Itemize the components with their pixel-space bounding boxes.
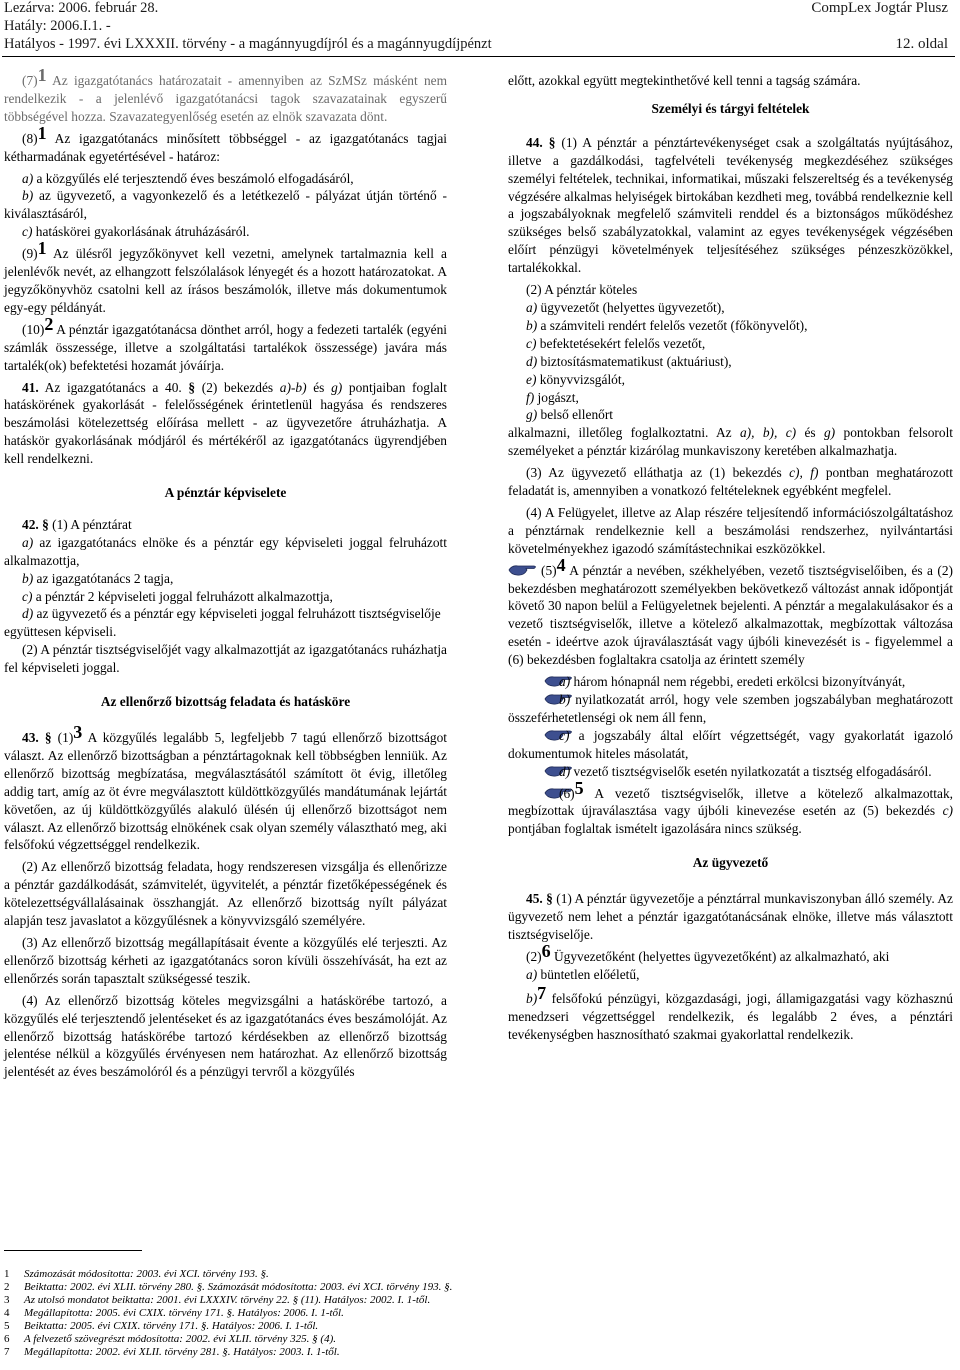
page-number: 12. oldal	[895, 36, 948, 52]
list-item: c) befektetésekért felelős vezetőt,	[526, 335, 706, 351]
footnote-ref[interactable]: 2	[44, 313, 54, 334]
section-44-6: (6)$^5$ A vezető tisztségviselők, illetve a kötelező alkalmazottak, megbízottak újraválasztása vagy újbóli kinevezése esetén az (5) bekezdés c) pontjában foglaltak ismételt igazolására nincs szükség.	[508, 777, 953, 837]
footnote-ref[interactable]: 4	[556, 554, 566, 575]
paragraph-7: (7)$^1$ Az igazgatótanács határozatait - amennyiben az SzMSz másként nem rendelkezik - a jelenlévő igazgatótanácsi tagok szavazatainak egyszerű többségével hozza. Szavazategyenlőség esetén az elnök szavazata dönt.	[4, 65, 447, 124]
section-44-4: (4) A Felügyelet, illetve az Alap részére teljesítendő információszolgáltatáshoz a pénztárnak rendelkeznie kell a beszámolási rendszerhez, nyilvántartási követelményekhez igazodó számítástechnikai eszközökkel.	[508, 504, 953, 556]
footnote-ref[interactable]: 1	[37, 65, 47, 85]
heading-ellenorzo: Az ellenőrző bizottság feladata és hatásköre	[100, 694, 351, 710]
list-item: d) az ügyvezető és a pénztár egy képviseleti joggal felruházott tisztségviselője	[22, 606, 441, 622]
section-43: 43. § (1)$^3$ A közgyűlés legalább 5, legfeljebb 7 tagú ellenőrző bizottságot választ. Az ellenőrző bizottságban a pénztártagoknak kell többségben lenniük. Az ellenőrző bizottság megbízatása, megválasztásától számított öt évig, illetőleg addig tart, amíg az öt évre megválasztott küldöttközgyűlés mandátumának lejártát követően, az új küldöttközgyűlés alakuló ülésén új ellenőrző bizottságot nem választ. Az ellenőrző bizottság elnökének csak olyan személy választható meg, aki felsőfokú végzettséggel rendelkezik.	[4, 722, 448, 853]
right-column	[508, 72, 953, 1047]
list-item: c) a pénztár 2 képviseleti joggal felruházott alkalmazottja,	[22, 588, 333, 604]
brand-name: CompLex Jogtár Plusz	[811, 0, 948, 16]
section-43-2: (2) Az ellenőrző bizottság feladata, hogy rendszeresen vizsgálja és ellenőrizze a pénztár gazdálkodását, számvitelét, ügyvitelét, a pénztár fizetőképességének és kötelezettségvállalásainak összhangját. Az ellenőrző bizottság nyílt pályázat alapján tesz javaslatot a közgyűlésnek a könyvvizsgáló személyére.	[4, 859, 447, 929]
section-42-2: (2) A pénztár tisztségviselőjét vagy alkalmazottját az igazgatótanács ruházhatja fel képviseleti joggal.	[4, 642, 447, 676]
section-44-5: (5)$^4$ A pénztár a nevében, székhelyében, vezető tisztségviselőiben, és a (2) bekezdésben meghatározott személyekben bekövetkező változást annak időpontját követő 30 napon belül a Felügyeletnek bejelenti. A pénztár a megalakulásakor és a vezető tisztségviselők, illetve a kötelező alkalmazottak, megbízottak változása esetén - ideértve azok újraválasztását vagy újbóli kinevezését is - figyelemmel a (6) bekezdésben foglaltakra csatolja az érintett személy	[508, 554, 953, 668]
footnote: 3 Az utolsó mondatot beiktatta: 2001. évi LXXXIV. törvény 22. § (11). Hatályos: 2002. I. 1-től.	[4, 1294, 431, 1306]
list-item: a) a közgyűlés elé terjesztendő éves beszámoló elfogadásáról,	[22, 170, 354, 186]
list-item: a) az igazgatótanács elnöke és a pénztár egy képviseleti joggal felruházott alkalmazottja,	[4, 534, 447, 568]
list-item: d) vezető tisztségviselők esetén nyilatkozatát a tisztség elfogadásáról.	[508, 763, 953, 781]
list-item: b) az igazgatótanács 2 tagja,	[22, 570, 174, 586]
paragraph-8: (8)$^1$ Az igazgatótanács minősített többséggel - az igazgatótanács tagjai kétharmadának egyetértésével - határoz:	[4, 122, 447, 164]
paragraph-9: (9)$^1$ Az ülésről jegyzőkönyvet kell vezetni, amelynek tartalmaznia kell a jelenlévők nevét, az elhangzott felszólalások lényegét és a hozott határozatokat. A jegyzőkönyvhöz csatolni kell az írásos beszámolók, illetve más dokumentumok egy-egy példányát.	[4, 238, 447, 315]
section-41: 41. Az igazgatótanács a 40. § (2) bekezdés a)-b) és g) pontjaiban foglalt hatáskörének gyakorlását - felelősségének érintetlenül hagyása és rendszeres beszámolási kötelezettség előírása mellett - az ügyvezetőre átruházhatja. A hatáskör gyakorlásának módjáról és mértékéről az igazgatótanács ügyrendjében kell rendelkezni.	[4, 379, 448, 467]
footnote-ref[interactable]: 1	[37, 122, 47, 143]
pointing-hand-icon[interactable]	[526, 764, 556, 778]
pointing-hand-icon[interactable]	[526, 728, 556, 742]
heading-ugyvezeto: Az ügyvezető	[692, 855, 769, 871]
list-closing: együttesen képviseli.	[4, 624, 117, 640]
list-item: b)$^7$ felsőfokú pénzügyi, közgazdasági, jogi, államigazgatási vagy közhasznú menedzseri végzettséggel rendelkezik, és legalább 2 éves, a pénztári tevékenységben hasznosítható szakmai gyakorlattal rendelkezik.	[508, 982, 953, 1042]
heading-szemelyi: Személyi és tárgyi feltételek	[651, 100, 810, 116]
section-43-3: (3) Az ellenőrző bizottság megállapításait évente a közgyűlés elé terjeszti. Az ellenőrző bizottság kérheti az igazgatótanács soron kívüli összehívását, ha ezt az ellenőrzés során tapasztalt szükségessé teszik.	[4, 934, 447, 986]
pointing-hand-icon[interactable]	[526, 674, 556, 688]
footnote: 7 Megállapította: 2002. évi XLII. törvény 281. §. Hatályos: 2003. I. 1-től.	[4, 1346, 340, 1358]
closing-date: Lezárva: 2006. február 28.	[4, 0, 159, 16]
footnote-ref[interactable]: 1	[37, 238, 47, 259]
list-item: b) nyilatkozatát arról, hogy vele szemben jogszabályban meghatározott összeférhetetlenségi ok nem áll fenn,	[508, 692, 953, 725]
effective-date: Hatály: 2006.I.1. -	[4, 18, 111, 34]
list-item: d) biztosításmatematikust (aktuáriust),	[526, 353, 732, 369]
continued-text: előtt, azokkal együtt megtekinthetővé kell tenni a tagság számára.	[508, 73, 861, 88]
list-item: c) a jogszabály által előírt végzettségét, vagy gyakorlatát igazoló dokumentumok hiteles másolatát,	[508, 727, 953, 761]
list-item: c) hatáskörei gyakorlásának átruházásáról.	[22, 224, 250, 240]
section-44-2-end: alkalmazni, illetőleg foglalkoztatni. Az a), b), c) és g) pontokban felsorolt személyeket a pénztár kizárólag munkaviszony keretében alkalmazhatja.	[508, 425, 954, 459]
paragraph-10: (10)$^2$ A pénztár igazgatótanácsa dönthet arról, hogy a fedezeti tartalék (egyéni számlák összessége, illetve a szolgáltatási tartalékok összessége) javára más tartalék(ok) befektetési hozamát jóváírja.	[4, 313, 447, 373]
footnote: 4 Megállapította: 2005. évi CXIX. törvény 171. §. Hatályos: 2006. I. 1-től.	[4, 1307, 344, 1319]
footnote-ref[interactable]: 3	[73, 722, 83, 742]
footnote: 6 A felvezető szövegrészt módosította: 2002. évi XLII. törvény 325. § (4).	[4, 1333, 337, 1345]
footnote-ref[interactable]: 7	[537, 982, 547, 1003]
pointing-hand-icon[interactable]	[526, 786, 556, 800]
document-title: Hatályos - 1997. évi LXXXII. törvény - a magánnyugdíjról és a magánnyugdíjpénzt	[4, 36, 492, 52]
section-45-2: (2)$^6$ Ügyvezetőként (helyettes ügyvezetőként) az alkalmazható, aki	[526, 940, 890, 964]
section-43-4: (4) Az ellenőrző bizottság köteles megvizsgálni a hatáskörébe tartozó, a közgyűlés elé terjesztendő jelentéseket és az igazgatótanács éves beszámolóját. Az ellenőrző bizottság hatáskörébe tartozó kérdésekben az ellenőrző bizottság jelentése nélkül a közgyűlés érvényesen nem határozhat. Az ellenőrző bizottság jelentését az éves beszámolóról és a pénzügyi tervről a közgyűlés	[4, 992, 447, 1080]
pointing-hand-icon[interactable]	[508, 563, 538, 577]
footnotes	[4, 1268, 949, 1359]
section-45: 45. § (1) A pénztár ügyvezetője a pénztárral munkaviszonyban álló személy. Az ügyvezető nem lehet a pénztár igazgatótanácsának elnöke, illetve más választott tisztségviselője.	[508, 891, 953, 942]
footnote-divider	[4, 1250, 142, 1251]
section-44: 44. § (1) A pénztár a pénztártevékenységet csak a szolgáltatás nyújtásához, illetve a gazdálkodási, tagfelvételi tevékenység megkezdéséhez szükséges személyi feltételek, technikai, informatikai, műszaki felszereltség és a tevékenység végzésére alkalmas helyiségek birtokában kezdheti meg, továbbá rendelkeznie kell a jogszabályoknak megfelelő számviteli renddel és a biztonságos működéshez szükséges belső szabályzatokkal, valamint az egyes tevékenységek végzésében előírt pénzügyi követelmények teljesítéséhez szükséges pénzeszközökkel, tartalékokkal.	[508, 134, 953, 276]
list-item: a) ügyvezetőt (helyettes ügyvezetőt),	[526, 299, 725, 315]
footnote-ref[interactable]: 5	[574, 777, 584, 798]
page-header	[0, 0, 952, 56]
heading-kepviselete: A pénztár képviselete	[164, 485, 287, 501]
section-44-3: (3) Az ügyvezető elláthatja az (1) bekezdés c), f) pontban meghatározott feladatát is, amennyiben a vonatkozó feltételeknek egyébként megfelel.	[508, 465, 954, 499]
list-item: g) belső ellenőrt	[526, 407, 614, 423]
footnote: 5 Beiktatta: 2005. évi CXIX. törvény 171. §. Hatályos: 2006. I. 1-től.	[4, 1320, 319, 1332]
section-44-2: (2) A pénztár köteles	[526, 282, 638, 298]
header-divider	[2, 56, 955, 57]
section-42: 42. § (1) A pénztárat	[22, 516, 132, 532]
footnote: 2 Beiktatta: 2002. évi XLII. törvény 280. §. Számozását módosította: 2003. évi XCI. törvény 193. §.	[4, 1281, 453, 1293]
list-item: e) könyvvizsgálót,	[526, 371, 625, 387]
footnote: 1 Számozását módosította: 2003. évi XCI. törvény 193. §.	[4, 1268, 269, 1280]
pointing-hand-icon[interactable]	[526, 692, 556, 706]
list-item: a) három hónapnál nem régebbi, eredeti erkölcsi bizonyítványát,	[508, 673, 953, 691]
list-item: b) a számviteli rendért felelős vezetőt (főkönyvelőt),	[526, 317, 808, 333]
list-item: a) büntetlen előéletű,	[526, 966, 640, 982]
list-item: b) az ügyvezető, a vagyonkezelő és a letétkezelő - pályázat útján történő - kiválasztásáról,	[4, 188, 447, 222]
footnote-ref[interactable]: 6	[541, 940, 551, 961]
list-item: f) jogászt,	[526, 389, 579, 405]
left-column	[4, 65, 448, 1085]
